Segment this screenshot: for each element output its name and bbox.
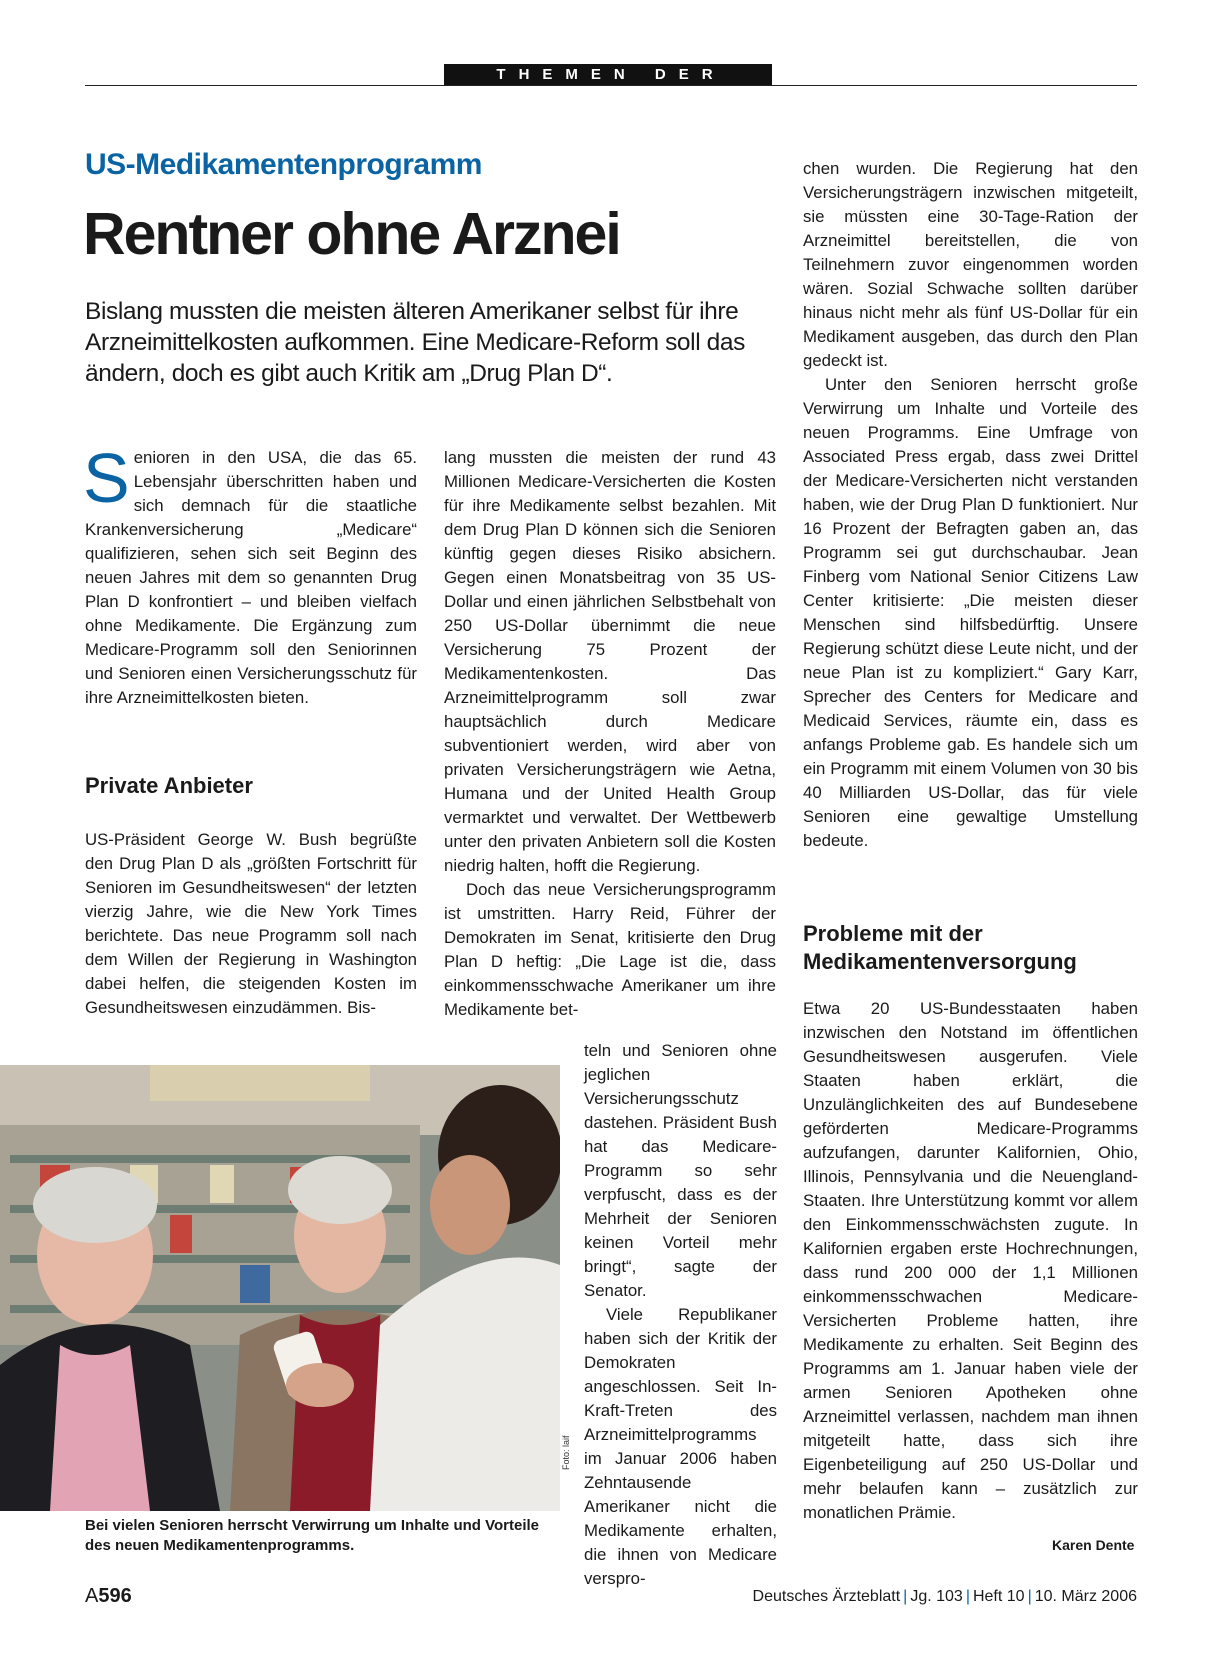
article-lead: Bislang mussten die meisten älteren Amerikaner selbst für ihre Arzneimittelkosten aufkommen. Eine Medicare-Reform soll das ändern, doch es gibt auch Kritik am „Drug Plan D“.	[85, 298, 745, 387]
paragraph: lang mussten die meisten der rund 43 Millionen Medicare-Versicherten die Kosten für ihre Medikamente selbst bezahlen. Mit dem Drug Plan D können sich die Senioren künftig gegen dieses Risiko absichern. Gegen einen Monatsbeitrag von 35 US-Dollar und einen jährlichen Selbstbehalt von 250 US-Dollar übernimmt die neue Versicherung 75 Prozent der Medikamentenkosten. Das Arzneimittelprogramm soll zwar hauptsächlich durch Medicare subventioniert werden, wird aber von privaten Versicherungsträgern wie Aetna, Humana und der United Health Group vermarktet und verwaltet. Der Wettbewerb unter den privaten Anbietern soll die Kosten niedrig halten, hofft die Regierung.	[444, 448, 776, 875]
subheading-probleme: Probleme mit der Medikamentenversorgung	[803, 921, 1077, 974]
article-column-3-continued	[803, 997, 1138, 1525]
article-column-2-narrow	[584, 1039, 777, 1591]
article-headline: Rentner ohne Arznei	[83, 201, 620, 267]
paragraph: Unter den Senioren herrscht große Verwirrung um Inhalte und Vorteile des neuen Programms. Eine Umfrage von Associated Press ergab, dass zwei Drittel der Medicare-Versicherten nicht verstanden haben, wie der Drug Plan D funktioniert. Nur 16 Prozent der Befragten gaben an, das Programm sei gut durchschaubar. Jean Finberg vom National Senior Citizens Law Center kritisierte: „Die meisten dieser Menschen sind hilfsbedürftig. Unsere Regierung schützt diese Leute nicht, und der neue Plan ist zu kompliziert.“ Gary Karr, Sprecher des Centers for Medicare and Medicaid Services, räumte ein, dass es anfangs Probleme gab. Es handele sich um ein Programm mit einem Volumen von 30 bis 40 Milliarden US-Dollar, das für viele Senioren eine gewaltige Umstellung bedeute.	[803, 375, 1138, 850]
article-column-1-continued	[85, 828, 417, 1020]
journal-name: Deutsches Ärzteblatt	[752, 1588, 901, 1605]
paragraph: Etwa 20 US-Bundesstaaten haben inzwischen den Notstand im öffentlichen Gesundheitswesen ausgerufen. Viele Staaten haben erklärt, die Unzulänglichkeiten des auf Bundesebene geförderten Medicare-Programms aufzufangen, darunter Kalifornien, Ohio, Illinois, Pennsylvania und die Neuengland-Staaten. Ihre Unterstützung kommt vor allem den Einkommensschwächsten zugute. In Kalifornien ergaben erste Hochrechnungen, dass rund 200 000 der 1,1 Millionen einkommensschwachen Medicare-Versicherten Probleme hatten, ihre Medikamente zu erhalten. Seit Beginn des Programms am 1. Januar haben viele der armen Senioren Apotheken ohne Arzneimittel verlassen, nachdem man ihnen mitgeteilt hatte, dass sich ihre Eigenbeteiligung auf 250 US-Dollar und mehr belaufen kann – zusätzlich zur monatlichen Prämie.	[803, 999, 1138, 1522]
page-number	[85, 1585, 132, 1608]
issue: Heft 10	[972, 1588, 1025, 1605]
page-number-value: 596	[98, 1585, 132, 1607]
subheading-private-anbieter: Private Anbieter	[85, 773, 253, 798]
footer-citation	[753, 1588, 1137, 1606]
article-kicker: US-Medikamentenprogramm	[85, 148, 482, 181]
article-column-2	[444, 446, 776, 1022]
paragraph-intro: enioren in den USA, die das 65. Lebensjahr überschritten haben und sich demnach für die staatliche Krankenversicherung „Medicare“ qualifizieren, sehen sich seit Beginn des neuen Jahres mit dem so genannten Drug Plan D konfrontiert – und bleiben vielfach ohne Medikamente. Die Ergänzung zum Medicare-Programm soll den Seniorinnen und Senioren einen Versicherungsschutz für ihre Arzneimittelkosten bieten.	[85, 448, 417, 707]
issue-date: 10. März 2006	[1034, 1588, 1137, 1605]
separator: |	[1027, 1588, 1032, 1605]
article-photo	[0, 1065, 560, 1511]
page-prefix: A	[85, 1585, 99, 1607]
drop-cap: S	[83, 439, 130, 517]
photo-caption: Bei vielen Senioren herrscht Verwirrung um Inhalte und Vorteile des neuen Medikamentenprogramms.	[85, 1517, 539, 1554]
paragraph: chen wurden. Die Regierung hat den Versicherungsträgern inzwischen mitgeteilt, sie müssten eine 30-Tage-Ration der Arzneimittel bereitstellen, die von Teilnehmern zuvor eingenommen worden wären. Sozial Schwache sollten darüber hinaus nicht mehr als fünf US-Dollar für ein Medikament ausgeben, das durch den Plan gedeckt ist.	[803, 159, 1138, 370]
volume: Jg. 103	[910, 1588, 963, 1605]
paragraph: teln und Senioren ohne jeglichen Versicherungsschutz dastehen. Präsident Bush hat das Medicare-Programm so sehr verpfuscht, dass es der Mehrheit der Senioren keinen Vorteil mehr bringt“, sagte der Senator.	[584, 1041, 777, 1300]
paragraph: Viele Republikaner haben sich der Kritik der Demokraten angeschlossen. Seit In-Kraft-Treten des Arzneimittelprogramms im Januar 2006 haben Zehntausende Amerikaner nicht die Medikamente erhalten, die ihnen von Medicare verspro-	[584, 1305, 777, 1588]
separator: |	[903, 1588, 908, 1605]
article-column-1	[83, 439, 417, 710]
author-name: Karen Dente	[1052, 1537, 1135, 1553]
paragraph: Doch das neue Versicherungsprogramm ist umstritten. Harry Reid, Führer der Demokraten im Senat, kritisierte den Drug Plan D heftig: „Die Lage ist die, dass einkommensschwache Amerikaner um ihre Medikamente bet-	[444, 880, 776, 1019]
photo-credit: Foto: laif	[561, 1435, 571, 1470]
paragraph: US-Präsident George W. Bush begrüßte den Drug Plan D als „größten Fortschritt für Senioren im Gesundheitswesen“ der letzten vierzig Jahre, wie die New York Times berichtete. Das neue Programm soll nach dem Willen der Regierung in Washington dabei helfen, die steigenden Kosten im Gesundheitswesen einzudämmen. Bis-	[85, 830, 417, 1017]
separator: |	[965, 1588, 970, 1605]
article-column-3	[803, 157, 1138, 853]
section-label: THEMEN DER ZEIT	[444, 64, 772, 85]
